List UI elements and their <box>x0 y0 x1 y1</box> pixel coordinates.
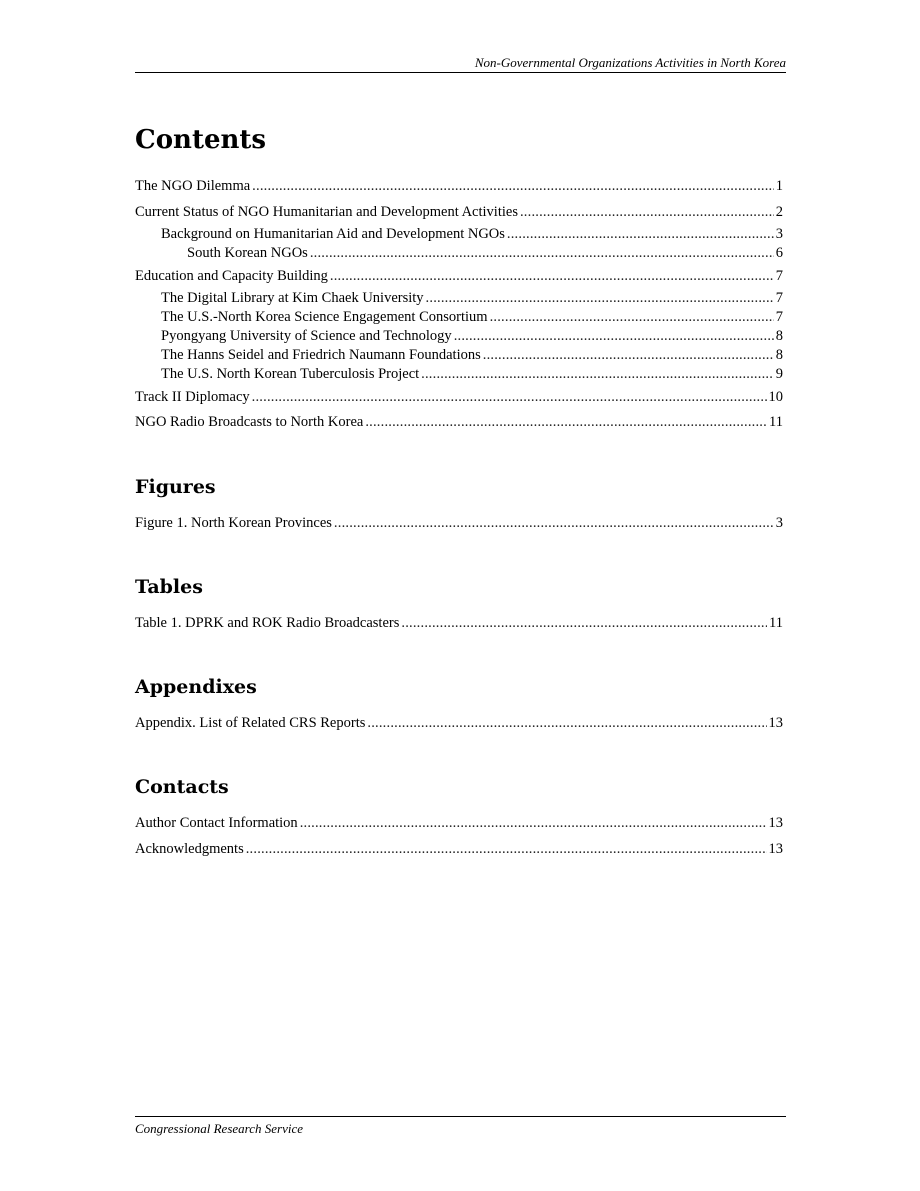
tables-heading: Tables <box>135 576 203 598</box>
running-footer: Congressional Research Service <box>135 1116 786 1136</box>
dot-leader <box>365 412 767 432</box>
toc-entry-ngo-dilemma[interactable] <box>135 176 783 196</box>
toc-entry-label: The Digital Library at Kim Chaek University <box>161 290 424 306</box>
toc-page-number: 7 <box>775 290 783 306</box>
toc-entry-science-consortium[interactable] <box>135 307 783 327</box>
dot-leader <box>246 839 767 859</box>
toc-entry-label: The NGO Dilemma <box>135 178 251 194</box>
dot-leader <box>252 387 767 407</box>
dot-leader <box>367 713 766 733</box>
dot-leader <box>454 326 774 346</box>
toc-entry-label: The U.S.-North Korea Science Engagement Consortium <box>161 309 488 325</box>
appendixes-heading: Appendixes <box>135 676 257 698</box>
toc-entry-label: Table 1. DPRK and ROK Radio Broadcasters <box>135 615 400 631</box>
toc-page-number: 7 <box>775 268 783 284</box>
toc-page-number: 13 <box>768 815 783 831</box>
toc-entry-label: South Korean NGOs <box>187 245 308 261</box>
toc-entry-radio-broadcasts[interactable] <box>135 412 783 432</box>
toc-entry-label: Current Status of NGO Humanitarian and Development Activities <box>135 204 518 220</box>
toc-entry-south-korean-ngos[interactable] <box>135 243 783 263</box>
toc-entry-label: NGO Radio Broadcasts to North Korea <box>135 414 364 430</box>
toc-entry-label: Figure 1. North Korean Provinces <box>135 515 332 531</box>
toc-entry-label: Acknowledgments <box>135 841 244 857</box>
page-title: Contents <box>135 125 267 155</box>
toc-entry-acknowledgments[interactable] <box>135 839 783 859</box>
toc-entry-label: The U.S. North Korean Tuberculosis Project <box>161 366 420 382</box>
toc-entry-pyongyang-university[interactable] <box>135 326 783 346</box>
toc-page-number: 3 <box>775 226 783 242</box>
toc-entry-label: Education and Capacity Building <box>135 268 328 284</box>
toc-page-number: 2 <box>775 204 783 220</box>
figures-heading: Figures <box>135 476 216 498</box>
toc-page-number: 3 <box>775 515 783 531</box>
toc-entry-background[interactable] <box>135 224 783 244</box>
dot-leader <box>334 513 774 533</box>
toc-entry-label: Appendix. List of Related CRS Reports <box>135 715 366 731</box>
toc-entry-author-contact[interactable] <box>135 813 783 833</box>
toc-page-number: 6 <box>775 245 783 261</box>
toc-entry-label: Pyongyang University of Science and Technology <box>161 328 452 344</box>
toc-entry-current-status[interactable] <box>135 202 783 222</box>
toc-page-number: 10 <box>768 389 783 405</box>
toc-page-number: 11 <box>769 414 783 430</box>
toc-entry-label: Background on Humanitarian Aid and Development NGOs <box>161 226 505 242</box>
toc-page-number: 8 <box>775 347 783 363</box>
toc-entry-label: The Hanns Seidel and Friedrich Naumann Foundations <box>161 347 481 363</box>
toc-entry-education[interactable] <box>135 266 783 286</box>
toc-page-number: 1 <box>775 178 783 194</box>
dot-leader <box>507 224 774 244</box>
dot-leader <box>330 266 774 286</box>
toc-page-number: 9 <box>775 366 783 382</box>
dot-leader <box>483 345 774 365</box>
dot-leader <box>310 243 774 263</box>
toc-entry-label: Track II Diplomacy <box>135 389 250 405</box>
toc-entry-label: Author Contact Information <box>135 815 298 831</box>
dot-leader <box>520 202 774 222</box>
toc-page-number: 13 <box>768 841 783 857</box>
dot-leader <box>300 813 767 833</box>
running-header: Non-Governmental Organizations Activities in North Korea <box>135 56 786 73</box>
toc-page-number: 11 <box>769 615 783 631</box>
toc-entry-foundations[interactable] <box>135 345 783 365</box>
dot-leader <box>490 307 774 327</box>
dot-leader <box>421 364 774 384</box>
dot-leader <box>401 613 767 633</box>
toc-page-number: 8 <box>775 328 783 344</box>
toc-entry-appendix[interactable] <box>135 713 783 733</box>
toc-page-number: 13 <box>768 715 783 731</box>
dot-leader <box>252 176 774 196</box>
toc-entry-table-1[interactable] <box>135 613 783 633</box>
dot-leader <box>426 288 774 308</box>
toc-entry-tuberculosis[interactable] <box>135 364 783 384</box>
toc-entry-track-ii[interactable] <box>135 387 783 407</box>
toc-entry-figure-1[interactable] <box>135 513 783 533</box>
contacts-heading: Contacts <box>135 776 229 798</box>
toc-page-number: 7 <box>775 309 783 325</box>
toc-entry-digital-library[interactable] <box>135 288 783 308</box>
